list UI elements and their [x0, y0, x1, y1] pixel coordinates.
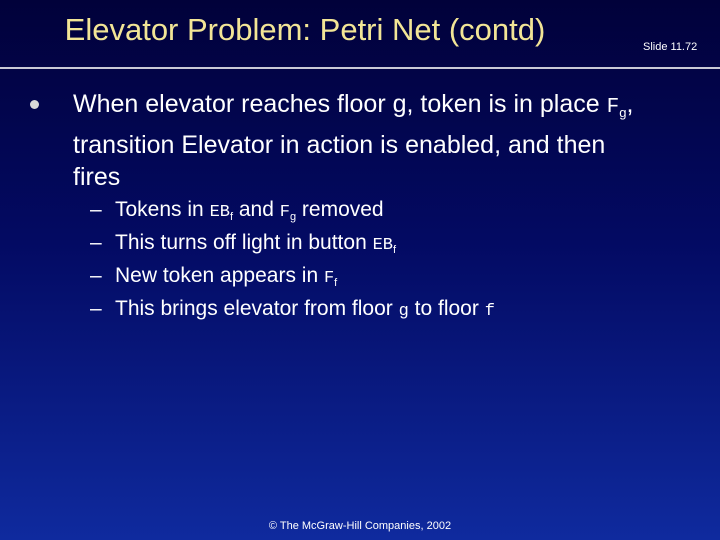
- dash-icon: –: [90, 297, 102, 320]
- main-bullet-line-2: transition Elevator in action is enabled, and then: [73, 131, 606, 159]
- sub-bullet-text: New token appears in Ff: [115, 264, 338, 289]
- place-symbol: F: [606, 96, 620, 119]
- sub-bullet-item: [90, 197, 690, 230]
- main-bullet-line-1: [73, 88, 713, 129]
- bullet-dot-icon: [30, 100, 39, 109]
- place-subscript: g: [619, 105, 627, 120]
- slide-number: Slide 11.72: [643, 41, 698, 53]
- dash-icon: –: [90, 231, 102, 254]
- sub-bullet-item: [90, 230, 690, 263]
- title-divider: [0, 67, 720, 69]
- sub-bullet-item: [90, 263, 690, 296]
- slide-title: Elevator Problem: Petri Net (contd): [64, 12, 546, 47]
- sub-bullet-text: This turns off light in button EBf: [115, 231, 397, 256]
- copyright-footer: © The McGraw-Hill Companies, 2002: [268, 520, 452, 532]
- main-bullet: [73, 88, 713, 193]
- dash-icon: –: [90, 198, 102, 221]
- main-bullet-comma: ,: [626, 90, 634, 118]
- dash-icon: –: [90, 264, 102, 287]
- sub-bullet-text: Tokens in EBf and Fg removed: [115, 198, 384, 223]
- sub-bullet-item: [90, 296, 690, 325]
- sub-bullet-text: This brings elevator from floor g to floor f: [115, 297, 495, 321]
- main-bullet-line-3: fires: [73, 163, 121, 191]
- sub-bullet-list: [90, 197, 690, 325]
- main-bullet-text: When elevator reaches floor g, token is in place: [73, 90, 607, 118]
